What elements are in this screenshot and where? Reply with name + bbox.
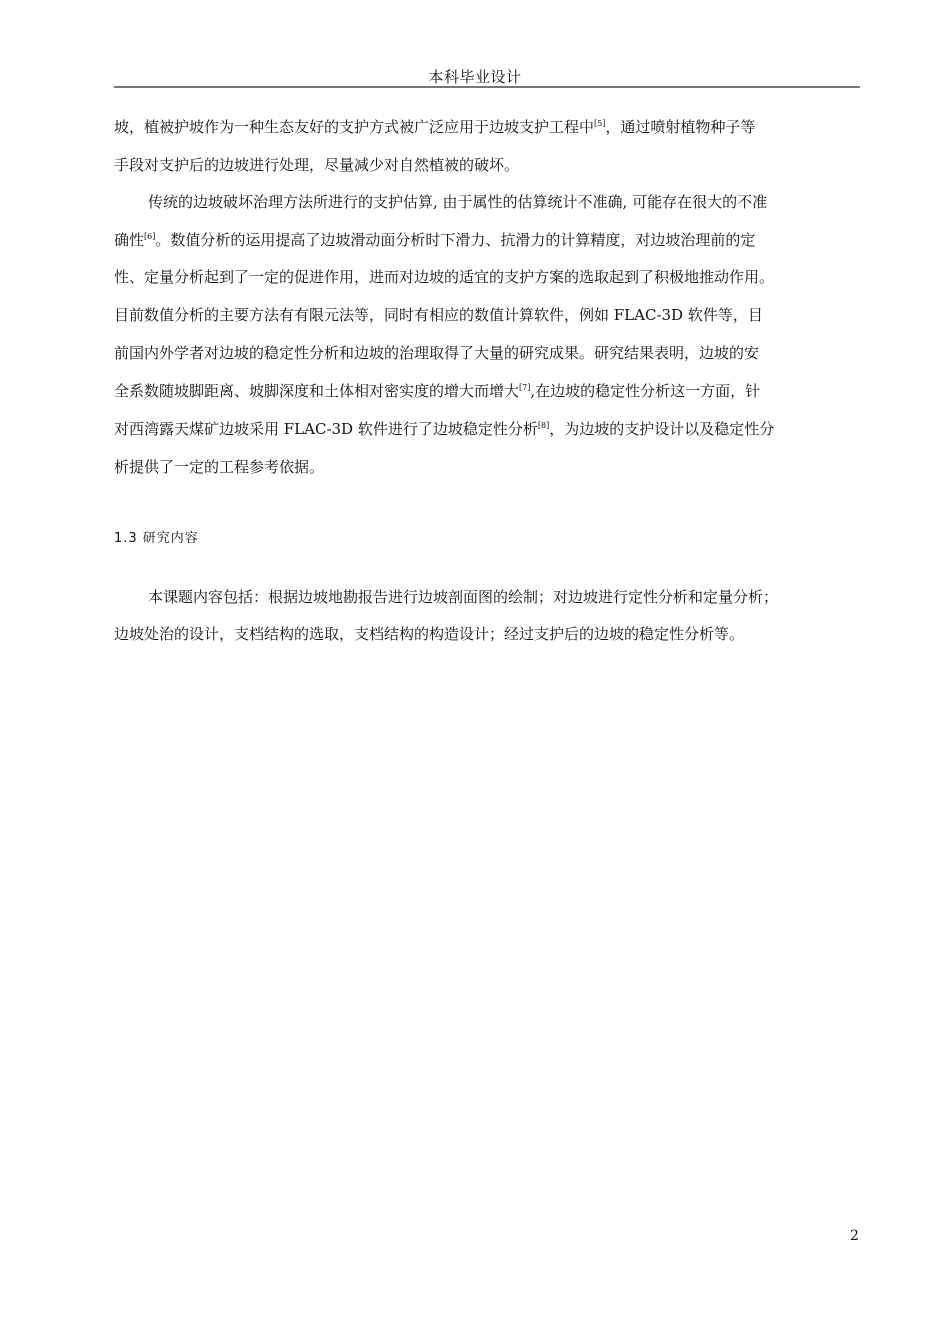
text-run: ，为边坡的支护设计以及稳定性分 [549,420,775,438]
header-divider [114,86,860,88]
text-run: 。数值分析的运用提高了边坡滑动面分析时下滑力、抗滑力的计算精度，对边坡治理前的定 [155,231,756,249]
paragraph-line [114,231,755,249]
paragraph-line: 本课题内容包括：根据边坡地勘报告进行边坡剖面图的绘制；对边坡进行定性分析和定量分析； [148,588,779,606]
paragraph-line [114,382,760,400]
text-run: 对西湾露天煤矿边坡采用 FLAC-3D 软件进行了边坡稳定性分析 [114,420,538,438]
text-run: ，通过喷射植物种子等 [605,118,756,136]
paragraph-line: 性、定量分析起到了一定的促进作用，进而对边坡的适宜的支护方案的选取起到了积极地推动作用。 [114,268,775,286]
paragraph-line: 目前数值分析的主要方法有有限元法等，同时有相应的数值计算软件，例如 FLAC-3D 软件等，目 [114,306,763,324]
paragraph-line: 传统的边坡破坏治理方法所进行的支护估算, 由于属性的估算统计不准确, 可能存在很大的不准 [148,193,768,211]
page-number: 2 [850,1228,859,1244]
text-run: ,在边坡的稳定性分析这一方面，针 [530,382,761,400]
paragraph-line: 边坡处治的设计，支档结构的选取，支档结构的构造设计；经过支护后的边坡的稳定性分析等。 [114,625,745,643]
text-run: 坡，植被护坡作为一种生态友好的支护方式被广泛应用于边坡支护工程中 [114,118,595,136]
citation-ref: [7] [519,383,531,392]
paragraph-line [114,118,755,136]
paragraph-line: 析提供了一定的工程参考依据。 [114,458,325,476]
section-heading: 1.3 研究内容 [114,531,199,546]
header-title: 本科毕业设计 [428,68,522,86]
citation-ref: [8] [537,421,550,430]
citation-ref: [6] [144,232,156,241]
citation-ref: [5] [594,119,606,128]
paragraph-line: 手段对支护后的边坡进行处理，尽量减少对自然植被的破坏。 [114,156,520,174]
text-run: 确性 [114,231,145,249]
paragraph-line [114,420,774,438]
text-run: 全系数随坡脚距离、坡脚深度和土体相对密实度的增大而增大 [114,382,520,400]
paragraph-line: 前国内外学者对边坡的稳定性分析和边坡的治理取得了大量的研究成果。研究结果表明，边坡的安 [114,344,760,362]
